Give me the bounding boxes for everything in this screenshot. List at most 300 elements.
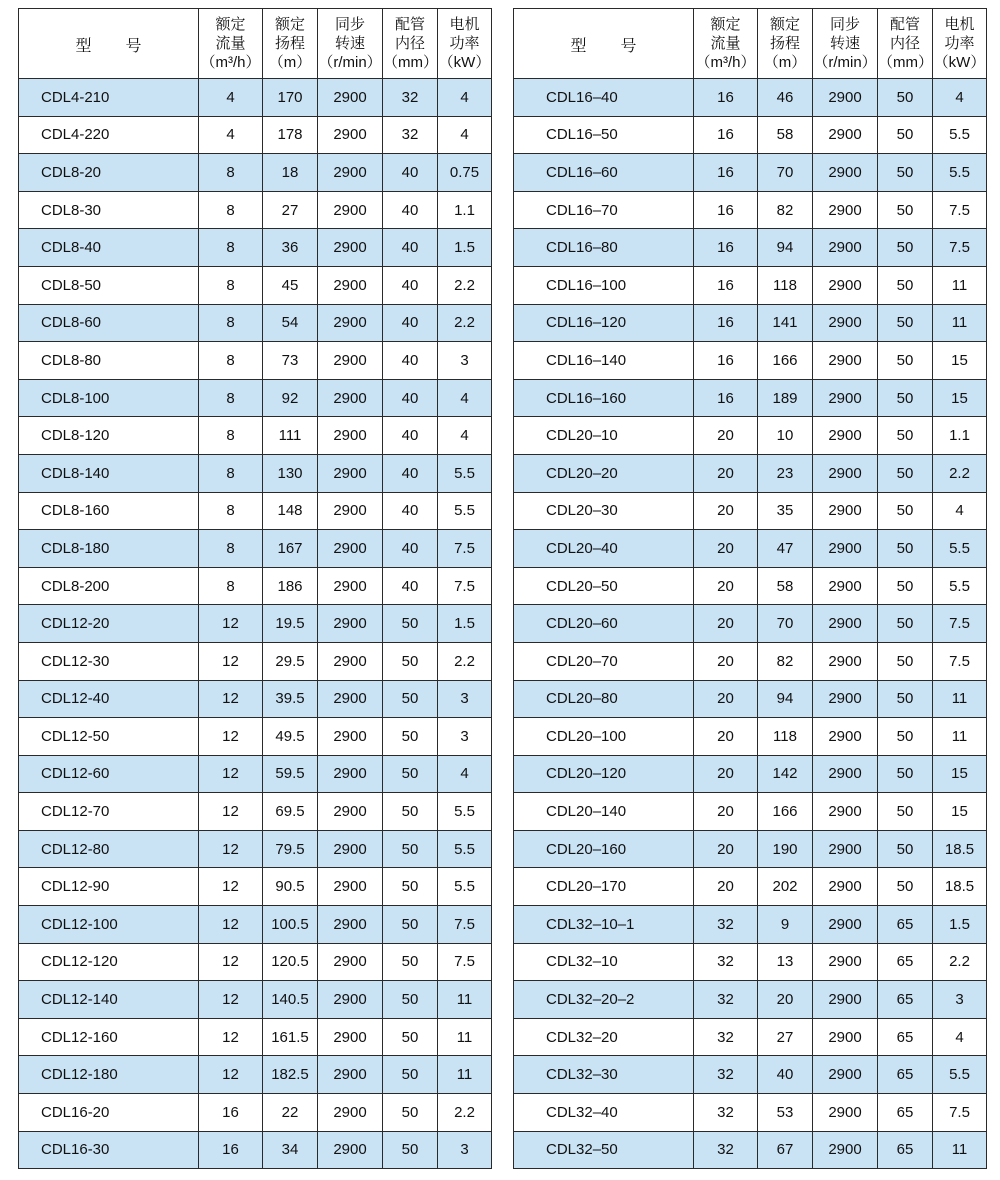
power-cell: 5.5 <box>438 868 492 906</box>
table-row <box>19 1056 492 1094</box>
table-row <box>19 1094 492 1132</box>
flow-cell: 20 <box>694 417 758 455</box>
model-cell: CDL32–40 <box>514 1094 694 1132</box>
table-row <box>19 191 492 229</box>
head-cell: 13 <box>758 943 813 981</box>
flow-cell: 8 <box>199 229 263 267</box>
speed-cell: 2900 <box>813 229 878 267</box>
model-cell: CDL12-180 <box>19 1056 199 1094</box>
header-rated-flow: 额定 流量 （m³/h） <box>694 9 758 79</box>
flow-cell: 32 <box>694 1131 758 1169</box>
table-row <box>514 943 987 981</box>
speed-cell: 2900 <box>318 116 383 154</box>
flow-cell: 8 <box>199 567 263 605</box>
power-cell: 7.5 <box>438 906 492 944</box>
header-row <box>514 9 987 79</box>
model-cell: CDL20–50 <box>514 567 694 605</box>
header-sync-speed: 同步 转速 （r/min） <box>318 9 383 79</box>
pipe-diameter-cell: 50 <box>878 342 933 380</box>
pipe-diameter-cell: 40 <box>383 379 438 417</box>
speed-cell: 2900 <box>318 304 383 342</box>
power-cell: 4 <box>438 116 492 154</box>
header-pipe-diameter: 配管 内径 （mm） <box>383 9 438 79</box>
pipe-diameter-cell: 65 <box>878 906 933 944</box>
table-row <box>19 830 492 868</box>
head-cell: 69.5 <box>263 793 318 831</box>
head-cell: 10 <box>758 417 813 455</box>
pipe-diameter-cell: 50 <box>878 642 933 680</box>
table-row <box>19 154 492 192</box>
table-row <box>514 906 987 944</box>
model-cell: CDL16–140 <box>514 342 694 380</box>
model-cell: CDL16-20 <box>19 1094 199 1132</box>
pipe-diameter-cell: 50 <box>383 1018 438 1056</box>
flow-cell: 8 <box>199 266 263 304</box>
table-row <box>19 266 492 304</box>
head-cell: 186 <box>263 567 318 605</box>
head-cell: 22 <box>263 1094 318 1132</box>
model-cell: CDL16–120 <box>514 304 694 342</box>
head-cell: 140.5 <box>263 981 318 1019</box>
table-row <box>19 454 492 492</box>
table-row <box>514 1131 987 1169</box>
pipe-diameter-cell: 50 <box>383 868 438 906</box>
pipe-diameter-cell: 50 <box>383 981 438 1019</box>
flow-cell: 8 <box>199 417 263 455</box>
power-cell: 11 <box>438 981 492 1019</box>
pipe-diameter-cell: 50 <box>383 1056 438 1094</box>
table-row <box>19 342 492 380</box>
head-cell: 70 <box>758 605 813 643</box>
speed-cell: 2900 <box>318 342 383 380</box>
table-row <box>19 981 492 1019</box>
table-row <box>19 793 492 831</box>
head-cell: 82 <box>758 191 813 229</box>
power-cell: 7.5 <box>933 191 987 229</box>
speed-cell: 2900 <box>813 567 878 605</box>
table-row <box>514 492 987 530</box>
pipe-diameter-cell: 40 <box>383 229 438 267</box>
table-row <box>514 830 987 868</box>
power-cell: 5.5 <box>933 116 987 154</box>
speed-cell: 2900 <box>318 943 383 981</box>
head-cell: 111 <box>263 417 318 455</box>
pipe-diameter-cell: 50 <box>878 755 933 793</box>
speed-cell: 2900 <box>813 304 878 342</box>
flow-cell: 16 <box>694 379 758 417</box>
speed-cell: 2900 <box>318 1094 383 1132</box>
model-cell: CDL32–50 <box>514 1131 694 1169</box>
model-cell: CDL8-120 <box>19 417 199 455</box>
flow-cell: 12 <box>199 680 263 718</box>
pipe-diameter-cell: 50 <box>878 868 933 906</box>
speed-cell: 2900 <box>318 1018 383 1056</box>
model-cell: CDL12-40 <box>19 680 199 718</box>
power-cell: 3 <box>933 981 987 1019</box>
table-row <box>19 605 492 643</box>
model-cell: CDL32–20 <box>514 1018 694 1056</box>
power-cell: 7.5 <box>933 642 987 680</box>
head-cell: 189 <box>758 379 813 417</box>
flow-cell: 12 <box>199 605 263 643</box>
flow-cell: 20 <box>694 830 758 868</box>
head-cell: 46 <box>758 79 813 117</box>
head-cell: 142 <box>758 755 813 793</box>
power-cell: 7.5 <box>438 943 492 981</box>
model-cell: CDL12-50 <box>19 718 199 756</box>
flow-cell: 32 <box>694 1018 758 1056</box>
speed-cell: 2900 <box>318 680 383 718</box>
power-cell: 11 <box>933 266 987 304</box>
power-cell: 18.5 <box>933 868 987 906</box>
table-row <box>19 530 492 568</box>
flow-cell: 16 <box>694 154 758 192</box>
flow-cell: 20 <box>694 680 758 718</box>
power-cell: 11 <box>438 1056 492 1094</box>
model-cell: CDL20–80 <box>514 680 694 718</box>
table-row <box>514 417 987 455</box>
flow-cell: 12 <box>199 906 263 944</box>
table-row <box>514 793 987 831</box>
pipe-diameter-cell: 65 <box>878 943 933 981</box>
model-cell: CDL12-140 <box>19 981 199 1019</box>
model-cell: CDL16–100 <box>514 266 694 304</box>
flow-cell: 12 <box>199 755 263 793</box>
head-cell: 90.5 <box>263 868 318 906</box>
table-row <box>514 379 987 417</box>
speed-cell: 2900 <box>813 755 878 793</box>
flow-cell: 20 <box>694 868 758 906</box>
power-cell: 4 <box>933 79 987 117</box>
speed-cell: 2900 <box>318 417 383 455</box>
head-cell: 40 <box>758 1056 813 1094</box>
model-cell: CDL32–10 <box>514 943 694 981</box>
pipe-diameter-cell: 50 <box>383 605 438 643</box>
table-row <box>514 154 987 192</box>
head-cell: 178 <box>263 116 318 154</box>
model-cell: CDL8-30 <box>19 191 199 229</box>
table-row <box>19 417 492 455</box>
pipe-diameter-cell: 50 <box>383 830 438 868</box>
pipe-diameter-cell: 65 <box>878 1018 933 1056</box>
power-cell: 5.5 <box>438 492 492 530</box>
power-cell: 15 <box>933 755 987 793</box>
table-row <box>19 680 492 718</box>
flow-cell: 8 <box>199 342 263 380</box>
power-cell: 7.5 <box>933 229 987 267</box>
head-cell: 18 <box>263 154 318 192</box>
head-cell: 59.5 <box>263 755 318 793</box>
pipe-diameter-cell: 40 <box>383 567 438 605</box>
header-rated-head: 额定 扬程 （m） <box>758 9 813 79</box>
power-cell: 11 <box>933 304 987 342</box>
pipe-diameter-cell: 40 <box>383 266 438 304</box>
table-row <box>19 1131 492 1169</box>
speed-cell: 2900 <box>813 605 878 643</box>
pipe-diameter-cell: 40 <box>383 530 438 568</box>
flow-cell: 12 <box>199 868 263 906</box>
head-cell: 70 <box>758 154 813 192</box>
power-cell: 5.5 <box>933 530 987 568</box>
head-cell: 141 <box>758 304 813 342</box>
power-cell: 3 <box>438 1131 492 1169</box>
table-row <box>514 1094 987 1132</box>
power-cell: 11 <box>933 718 987 756</box>
head-cell: 94 <box>758 680 813 718</box>
pipe-diameter-cell: 50 <box>878 680 933 718</box>
pipe-diameter-cell: 50 <box>383 642 438 680</box>
table-row <box>514 229 987 267</box>
head-cell: 47 <box>758 530 813 568</box>
head-cell: 73 <box>263 342 318 380</box>
flow-cell: 20 <box>694 567 758 605</box>
pipe-diameter-cell: 50 <box>878 304 933 342</box>
table-row <box>514 605 987 643</box>
power-cell: 5.5 <box>438 830 492 868</box>
model-cell: CDL8-20 <box>19 154 199 192</box>
power-cell: 11 <box>933 680 987 718</box>
power-cell: 11 <box>438 1018 492 1056</box>
model-cell: CDL20–70 <box>514 642 694 680</box>
flow-cell: 12 <box>199 642 263 680</box>
pipe-diameter-cell: 40 <box>383 342 438 380</box>
head-cell: 39.5 <box>263 680 318 718</box>
pipe-diameter-cell: 50 <box>878 454 933 492</box>
flow-cell: 16 <box>694 229 758 267</box>
pipe-diameter-cell: 50 <box>383 793 438 831</box>
pipe-diameter-cell: 65 <box>878 1056 933 1094</box>
head-cell: 170 <box>263 79 318 117</box>
speed-cell: 2900 <box>813 266 878 304</box>
model-cell: CDL4-210 <box>19 79 199 117</box>
header-pipe-diameter: 配管 内径 （mm） <box>878 9 933 79</box>
head-cell: 82 <box>758 642 813 680</box>
pipe-diameter-cell: 65 <box>878 981 933 1019</box>
flow-cell: 12 <box>199 1056 263 1094</box>
model-cell: CDL20–100 <box>514 718 694 756</box>
power-cell: 4 <box>438 755 492 793</box>
pipe-diameter-cell: 50 <box>878 229 933 267</box>
pipe-diameter-cell: 40 <box>383 454 438 492</box>
speed-cell: 2900 <box>813 1094 878 1132</box>
pipe-diameter-cell: 40 <box>383 417 438 455</box>
table-row <box>514 718 987 756</box>
head-cell: 161.5 <box>263 1018 318 1056</box>
power-cell: 1.5 <box>438 229 492 267</box>
pipe-diameter-cell: 32 <box>383 116 438 154</box>
head-cell: 182.5 <box>263 1056 318 1094</box>
model-cell: CDL20–120 <box>514 755 694 793</box>
flow-cell: 16 <box>694 79 758 117</box>
table-row <box>514 454 987 492</box>
head-cell: 9 <box>758 906 813 944</box>
speed-cell: 2900 <box>318 755 383 793</box>
power-cell: 4 <box>438 379 492 417</box>
power-cell: 4 <box>438 417 492 455</box>
head-cell: 45 <box>263 266 318 304</box>
power-cell: 1.5 <box>438 605 492 643</box>
pipe-diameter-cell: 32 <box>383 79 438 117</box>
flow-cell: 20 <box>694 530 758 568</box>
model-cell: CDL8-50 <box>19 266 199 304</box>
speed-cell: 2900 <box>813 981 878 1019</box>
flow-cell: 8 <box>199 379 263 417</box>
speed-cell: 2900 <box>318 229 383 267</box>
pipe-diameter-cell: 50 <box>383 755 438 793</box>
flow-cell: 16 <box>694 342 758 380</box>
flow-cell: 20 <box>694 492 758 530</box>
model-cell: CDL8-100 <box>19 379 199 417</box>
pipe-diameter-cell: 50 <box>878 154 933 192</box>
pipe-diameter-cell: 50 <box>878 718 933 756</box>
flow-cell: 16 <box>694 116 758 154</box>
model-cell: CDL8-140 <box>19 454 199 492</box>
table-row <box>19 868 492 906</box>
speed-cell: 2900 <box>318 567 383 605</box>
header-sync-speed: 同步 转速 （r/min） <box>813 9 878 79</box>
flow-cell: 20 <box>694 718 758 756</box>
speed-cell: 2900 <box>318 154 383 192</box>
power-cell: 11 <box>933 1131 987 1169</box>
model-cell: CDL12-100 <box>19 906 199 944</box>
head-cell: 49.5 <box>263 718 318 756</box>
table-row <box>514 116 987 154</box>
table-row <box>19 567 492 605</box>
table-row <box>514 755 987 793</box>
head-cell: 148 <box>263 492 318 530</box>
pipe-diameter-cell: 65 <box>878 1094 933 1132</box>
flow-cell: 12 <box>199 718 263 756</box>
header-motor-power: 电机 功率 （kW） <box>933 9 987 79</box>
speed-cell: 2900 <box>813 680 878 718</box>
power-cell: 3 <box>438 680 492 718</box>
head-cell: 19.5 <box>263 605 318 643</box>
header-model: 型 号 <box>514 9 694 79</box>
power-cell: 2.2 <box>933 943 987 981</box>
speed-cell: 2900 <box>813 154 878 192</box>
speed-cell: 2900 <box>813 1131 878 1169</box>
table-row <box>19 492 492 530</box>
head-cell: 202 <box>758 868 813 906</box>
pipe-diameter-cell: 50 <box>383 906 438 944</box>
speed-cell: 2900 <box>318 79 383 117</box>
speed-cell: 2900 <box>813 830 878 868</box>
flow-cell: 8 <box>199 154 263 192</box>
model-cell: CDL8-80 <box>19 342 199 380</box>
speed-cell: 2900 <box>813 417 878 455</box>
table-row <box>514 642 987 680</box>
table-row <box>514 266 987 304</box>
pipe-diameter-cell: 40 <box>383 154 438 192</box>
flow-cell: 8 <box>199 304 263 342</box>
head-cell: 27 <box>758 1018 813 1056</box>
model-cell: CDL16–160 <box>514 379 694 417</box>
flow-cell: 12 <box>199 1018 263 1056</box>
flow-cell: 20 <box>694 605 758 643</box>
flow-cell: 32 <box>694 906 758 944</box>
speed-cell: 2900 <box>813 379 878 417</box>
power-cell: 4 <box>933 492 987 530</box>
model-cell: CDL20–20 <box>514 454 694 492</box>
model-cell: CDL12-30 <box>19 642 199 680</box>
pipe-diameter-cell: 50 <box>383 1131 438 1169</box>
flow-cell: 20 <box>694 454 758 492</box>
speed-cell: 2900 <box>318 868 383 906</box>
header-row <box>19 9 492 79</box>
model-cell: CDL20–40 <box>514 530 694 568</box>
table-row <box>19 906 492 944</box>
flow-cell: 8 <box>199 454 263 492</box>
speed-cell: 2900 <box>813 718 878 756</box>
flow-cell: 32 <box>694 981 758 1019</box>
speed-cell: 2900 <box>318 1131 383 1169</box>
speed-cell: 2900 <box>318 454 383 492</box>
pipe-diameter-cell: 50 <box>878 793 933 831</box>
flow-cell: 32 <box>694 1094 758 1132</box>
head-cell: 190 <box>758 830 813 868</box>
power-cell: 4 <box>933 1018 987 1056</box>
model-cell: CDL16–40 <box>514 79 694 117</box>
speed-cell: 2900 <box>813 79 878 117</box>
speed-cell: 2900 <box>318 830 383 868</box>
model-cell: CDL12-80 <box>19 830 199 868</box>
table-row <box>19 755 492 793</box>
model-cell: CDL16-30 <box>19 1131 199 1169</box>
pipe-diameter-cell: 50 <box>878 379 933 417</box>
model-cell: CDL20–30 <box>514 492 694 530</box>
table-row <box>514 304 987 342</box>
flow-cell: 12 <box>199 830 263 868</box>
head-cell: 54 <box>263 304 318 342</box>
model-cell: CDL8-180 <box>19 530 199 568</box>
flow-cell: 8 <box>199 191 263 229</box>
power-cell: 5.5 <box>933 154 987 192</box>
pipe-diameter-cell: 50 <box>878 530 933 568</box>
speed-cell: 2900 <box>318 191 383 229</box>
flow-cell: 20 <box>694 755 758 793</box>
head-cell: 27 <box>263 191 318 229</box>
model-cell: CDL8-200 <box>19 567 199 605</box>
pipe-diameter-cell: 50 <box>383 1094 438 1132</box>
power-cell: 2.2 <box>438 1094 492 1132</box>
model-cell: CDL16–60 <box>514 154 694 192</box>
power-cell: 18.5 <box>933 830 987 868</box>
speed-cell: 2900 <box>318 981 383 1019</box>
head-cell: 36 <box>263 229 318 267</box>
model-cell: CDL20–60 <box>514 605 694 643</box>
pump-spec-table-left <box>18 8 492 1169</box>
speed-cell: 2900 <box>813 943 878 981</box>
speed-cell: 2900 <box>813 906 878 944</box>
flow-cell: 16 <box>199 1094 263 1132</box>
flow-cell: 20 <box>694 793 758 831</box>
table-row <box>19 79 492 117</box>
head-cell: 23 <box>758 454 813 492</box>
speed-cell: 2900 <box>318 1056 383 1094</box>
table-row <box>19 943 492 981</box>
model-cell: CDL16–50 <box>514 116 694 154</box>
model-cell: CDL8-60 <box>19 304 199 342</box>
speed-cell: 2900 <box>813 116 878 154</box>
pipe-diameter-cell: 40 <box>383 304 438 342</box>
flow-cell: 12 <box>199 943 263 981</box>
pipe-diameter-cell: 50 <box>878 605 933 643</box>
speed-cell: 2900 <box>813 492 878 530</box>
power-cell: 0.75 <box>438 154 492 192</box>
pipe-diameter-cell: 40 <box>383 191 438 229</box>
flow-cell: 20 <box>694 642 758 680</box>
pipe-diameter-cell: 40 <box>383 492 438 530</box>
